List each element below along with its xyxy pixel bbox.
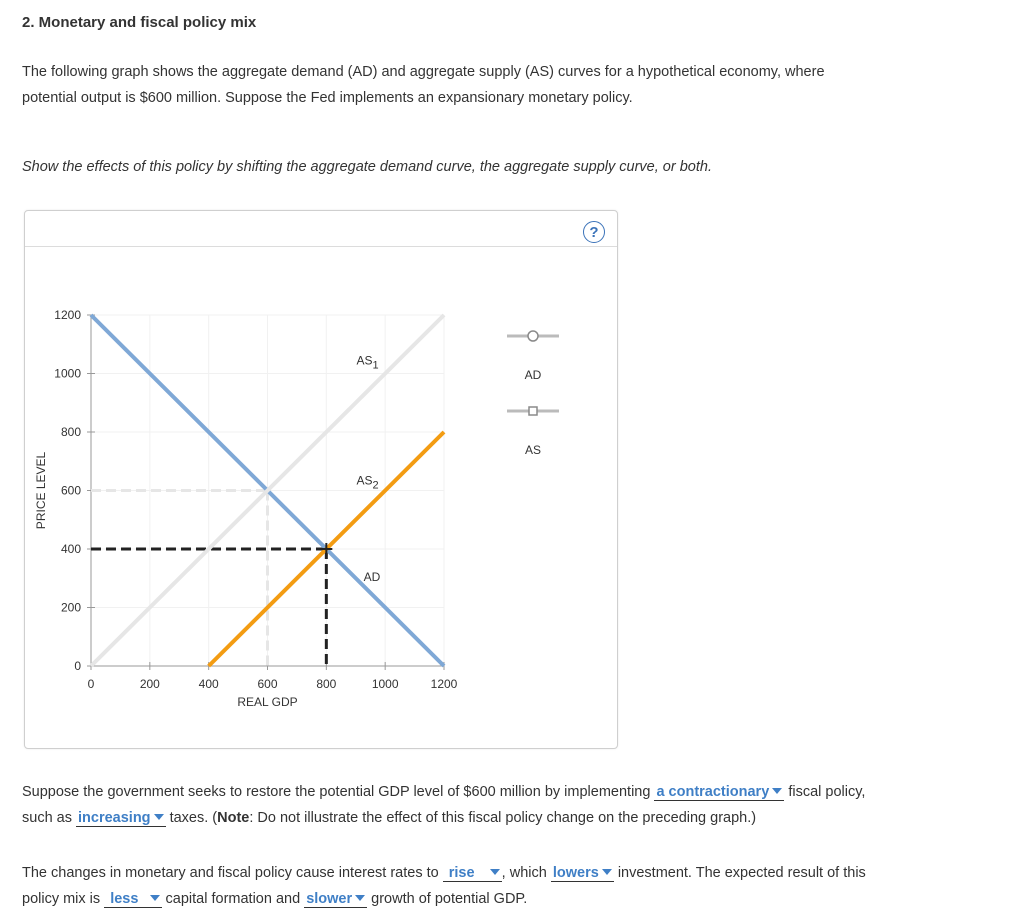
tax-change-dropdown[interactable] — [76, 810, 166, 827]
y-tick-label: 200 — [60, 600, 81, 615]
chevron-down-icon — [772, 788, 782, 794]
series-label-as2: AS2 — [356, 473, 379, 492]
mix-text-a: The changes in monetary and fiscal policy cause interest rates to — [22, 865, 439, 881]
mix-text-c: investment. The expected result of this — [617, 865, 866, 881]
growth-dropdown[interactable] — [304, 891, 367, 908]
tax-change-value: increasing — [78, 810, 151, 826]
legend-ad-marker — [528, 331, 538, 341]
x-axis-title: REAL GDP — [237, 695, 298, 709]
y-tick-label: 0 — [74, 659, 81, 673]
fiscal-text-c: such as — [22, 810, 72, 826]
intro-line-2: potential output is $600 million. Suppose the Fed implements an expansionary monetary policy. — [22, 90, 633, 106]
chevron-down-icon — [355, 895, 365, 901]
policy-type-dropdown[interactable] — [654, 784, 784, 801]
x-tick-label: 0 — [87, 677, 95, 691]
chart-legend — [507, 331, 559, 457]
series-label-ad: AD — [363, 570, 381, 585]
y-tick-label: 1200 — [54, 308, 81, 322]
question-title: 2. Monetary and fiscal policy mix — [22, 14, 257, 31]
x-tick-label: 1200 — [430, 677, 458, 691]
chevron-down-icon — [602, 869, 612, 875]
series-label-as1: AS1 — [356, 353, 379, 372]
chevron-down-icon — [490, 869, 500, 875]
x-tick-label: 200 — [139, 677, 160, 691]
mix-text-e: capital formation and — [165, 891, 301, 907]
investment-value: lowers — [552, 865, 599, 881]
fiscal-text-d: taxes. ( — [169, 810, 218, 826]
x-tick-label: 1000 — [371, 677, 399, 691]
chart-axes — [34, 308, 458, 709]
interest-rates-dropdown[interactable] — [443, 865, 502, 882]
fiscal-line-1 — [22, 779, 865, 805]
legend-as-label: AS — [524, 443, 542, 457]
x-tick-label: 400 — [198, 677, 219, 691]
chevron-down-icon — [154, 814, 164, 820]
y-tick-label: 1000 — [54, 366, 81, 381]
mix-text-f: growth of potential GDP. — [371, 891, 528, 907]
y-axis-title: PRICE LEVEL — [34, 451, 48, 530]
x-tick-label: 600 — [257, 677, 278, 691]
y-tick-label: 600 — [60, 483, 81, 498]
growth-value: slower — [306, 891, 353, 907]
policy-type-value: a contractionary — [656, 784, 770, 800]
note-label: Note — [217, 810, 250, 826]
legend-ad-label: AD — [524, 368, 542, 382]
x-tick-label: 800 — [316, 677, 337, 691]
fiscal-line-2 — [22, 805, 756, 831]
instruction: Show the effects of this policy by shifting the aggregate demand curve, the aggregate supply curve, or both. — [22, 159, 712, 175]
mix-line-2 — [22, 886, 527, 912]
interest-rates-value: rise — [448, 865, 475, 881]
mix-text-b: , which — [501, 865, 547, 881]
chevron-down-icon — [150, 895, 160, 901]
legend-as-marker — [529, 407, 537, 415]
y-tick-label: 800 — [60, 425, 81, 439]
help-icon[interactable]: ? — [583, 221, 605, 243]
investment-dropdown[interactable] — [551, 865, 614, 882]
y-tick-label: 400 — [60, 542, 81, 556]
ad-as-chart[interactable] — [25, 211, 617, 748]
mix-line-1 — [22, 860, 866, 886]
mix-text-d: policy mix is — [22, 891, 101, 907]
capital-value: less — [110, 891, 139, 907]
capital-dropdown[interactable] — [104, 891, 161, 908]
series-label-subscript: 1 — [372, 359, 379, 372]
graph-panel — [24, 210, 618, 749]
series-label-subscript: 2 — [372, 479, 379, 492]
fiscal-text-e: : Do not illustrate the effect of this fiscal policy change on the preceding graph.) — [249, 810, 757, 826]
intro-line-1: The following graph shows the aggregate demand (AD) and aggregate supply (AS) curves for a hypothetical economy, where — [22, 64, 825, 80]
fiscal-text-a: Suppose the government seeks to restore the potential GDP level of $600 million by implementing — [22, 784, 651, 800]
fiscal-text-b: fiscal policy, — [788, 784, 866, 800]
